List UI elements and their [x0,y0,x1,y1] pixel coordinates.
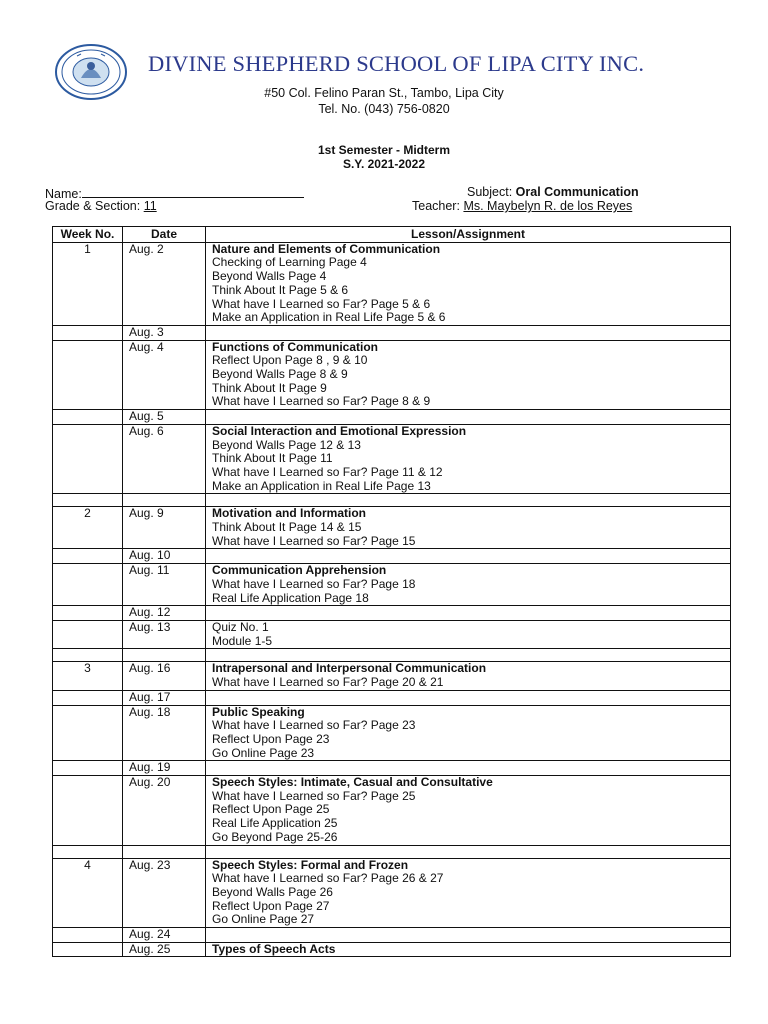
lesson-cell [206,410,731,425]
lesson-cell [206,928,731,943]
week-cell [53,564,123,606]
assignment-item: Go Online Page 27 [212,912,315,927]
date-cell: Aug. 17 [123,690,206,705]
week-cell [53,928,123,943]
assignment-item: Go Beyond Page 25-26 [212,829,338,844]
date-cell: Aug. 13 [123,620,206,648]
lesson-cell [206,507,731,549]
lesson-cell [206,649,731,662]
lesson-cell [206,606,731,621]
lesson-cell [206,325,731,340]
lesson-cell [206,620,731,648]
week-cell [53,705,123,761]
lesson-title: Motivation and Information [212,506,366,521]
table-body [53,242,731,957]
assignment-item: Think About It Page 14 & 15 [212,520,362,535]
assignment-item: What have I Learned so Far? Page 26 & 27 [212,871,444,886]
date-header: Date [123,227,206,243]
lesson-cell [206,424,731,494]
table-row [53,564,731,606]
lesson-header: Lesson/Assignment [206,227,731,243]
lesson-cell [206,858,731,928]
date-cell: Aug. 12 [123,606,206,621]
assignment-item: Make an Application in Real Life Page 5 & 6 [212,310,446,325]
table-row [53,649,731,662]
table-row [53,761,731,776]
table-row [53,942,731,957]
date-cell: Aug. 4 [123,340,206,410]
subject-label: Subject: [467,185,513,199]
assignment-item: Real Life Application 25 [212,816,338,831]
table-header-row [53,227,731,243]
assignment-item: Reflect Upon Page 23 [212,731,330,746]
lesson-cell [206,340,731,410]
lesson-cell [206,761,731,776]
school-tel: Tel. No. (043) 756-0820 [318,102,450,116]
week-cell [53,620,123,648]
week-cell [53,690,123,705]
grade-field [45,199,194,213]
assignment-item: Think About It Page 5 & 6 [212,282,349,297]
date-cell: Aug. 16 [123,662,206,690]
table-row [53,690,731,705]
assignment-item: Think About It Page 9 [212,380,327,395]
semester-title: 1st Semester - Midterm [317,143,451,157]
table-row [53,928,731,943]
assignment-item: What have I Learned so Far? Page 11 & 12 [212,464,443,479]
table-row [53,507,731,549]
table-row [53,776,731,846]
table-row [53,494,731,507]
table-row [53,705,731,761]
assignment-item: Go Online Page 23 [212,745,315,760]
table-row [53,242,731,325]
school-name: DIVINE SHEPHERD SCHOOL OF LIPA CITY INC. [148,51,645,76]
teacher-value: Ms. Maybelyn R. de los Reyes [463,199,633,213]
week-cell [53,606,123,621]
lesson-title: Speech Styles: Intimate, Casual and Consultative [212,775,493,790]
date-cell: Aug. 10 [123,549,206,564]
date-cell: Aug. 18 [123,705,206,761]
subject-field [467,185,639,199]
lesson-title: Communication Apprehension [212,563,387,578]
lesson-schedule-table [52,226,731,957]
week-header: Week No. [53,227,123,243]
week-cell [53,325,123,340]
name-label: Name: [45,187,82,201]
week-cell [53,845,123,858]
date-cell: Aug. 19 [123,761,206,776]
table-row [53,662,731,690]
assignment-item: Think About It Page 11 [212,451,333,466]
school-year: S.Y. 2021-2022 [342,157,426,171]
lesson-cell [206,942,731,957]
lesson-title: Functions of Communication [212,339,378,354]
assignment-item: What have I Learned so Far? Page 20 & 21 [212,675,444,690]
lesson-title: Public Speaking [212,704,305,719]
assignment-item: What have I Learned so Far? Page 23 [212,718,416,733]
week-cell [53,549,123,564]
assignment-item: Beyond Walls Page 26 [212,884,333,899]
grade-label: Grade & Section: [45,199,141,213]
date-cell [123,649,206,662]
lesson-title: Intrapersonal and Interpersonal Communication [212,661,487,676]
assignment-item: Reflect Upon Page 25 [212,802,330,817]
date-cell: Aug. 20 [123,776,206,846]
grade-value: 11 [143,199,157,213]
week-cell: 1 [53,242,123,325]
week-cell [53,410,123,425]
assignment-item: Reflect Upon Page 8 , 9 & 10 [212,353,368,368]
assignment-item: Beyond Walls Page 12 & 13 [212,437,361,452]
week-cell: 3 [53,662,123,690]
assignment-item: What have I Learned so Far? Page 15 [212,533,416,548]
lesson-title: Speech Styles: Formal and Frozen [212,857,409,872]
lesson-cell [206,662,731,690]
date-cell: Aug. 3 [123,325,206,340]
date-cell: Aug. 6 [123,424,206,494]
table-row [53,325,731,340]
assignment-item: Quiz No. 1 [212,619,269,634]
lesson-cell [206,690,731,705]
date-cell: Aug. 23 [123,858,206,928]
assignment-item: What have I Learned so Far? Page 5 & 6 [212,296,431,311]
date-cell: Aug. 9 [123,507,206,549]
lesson-cell [206,242,731,325]
assignment-item: Make an Application in Real Life Page 13 [212,478,431,493]
assignment-item: What have I Learned so Far? Page 8 & 9 [212,394,431,409]
date-cell: Aug. 5 [123,410,206,425]
table-row [53,410,731,425]
assignment-item: Reflect Upon Page 27 [212,898,330,913]
name-blank [82,185,304,198]
week-cell [53,424,123,494]
lesson-title: Types of Speech Acts [212,941,336,956]
table-row [53,858,731,928]
week-cell [53,942,123,957]
lesson-cell [206,776,731,846]
table-row [53,549,731,564]
date-cell: Aug. 2 [123,242,206,325]
lesson-title: Nature and Elements of Communication [212,241,441,256]
lesson-cell [206,494,731,507]
date-cell: Aug. 11 [123,564,206,606]
table-row [53,620,731,648]
assignment-item: Beyond Walls Page 4 [212,269,327,284]
lesson-cell [206,705,731,761]
table-row [53,845,731,858]
date-cell [123,845,206,858]
subject-value: Oral Communication [515,185,639,199]
lesson-cell [206,845,731,858]
teacher-field [412,199,632,213]
assignment-item: What have I Learned so Far? Page 18 [212,576,416,591]
school-address: #50 Col. Felino Paran St., Tambo, Lipa City [264,86,504,100]
teacher-label: Teacher: [412,199,460,213]
week-cell [53,761,123,776]
lesson-title: Social Interaction and Emotional Expression [212,423,467,438]
week-cell [53,340,123,410]
lesson-cell [206,564,731,606]
date-cell [123,494,206,507]
assignment-item: Module 1-5 [212,633,273,648]
date-cell: Aug. 24 [123,928,206,943]
week-cell: 2 [53,507,123,549]
lesson-cell [206,549,731,564]
week-cell [53,776,123,846]
assignment-item: Real Life Application Page 18 [212,590,369,605]
table-row [53,424,731,494]
assignment-item: Beyond Walls Page 8 & 9 [212,367,348,382]
assignment-item: Checking of Learning Page 4 [212,255,367,270]
week-cell: 4 [53,858,123,928]
assignment-item: What have I Learned so Far? Page 25 [212,788,416,803]
week-cell [53,494,123,507]
week-cell [53,649,123,662]
date-cell: Aug. 25 [123,942,206,957]
table-row [53,606,731,621]
table-row [53,340,731,410]
